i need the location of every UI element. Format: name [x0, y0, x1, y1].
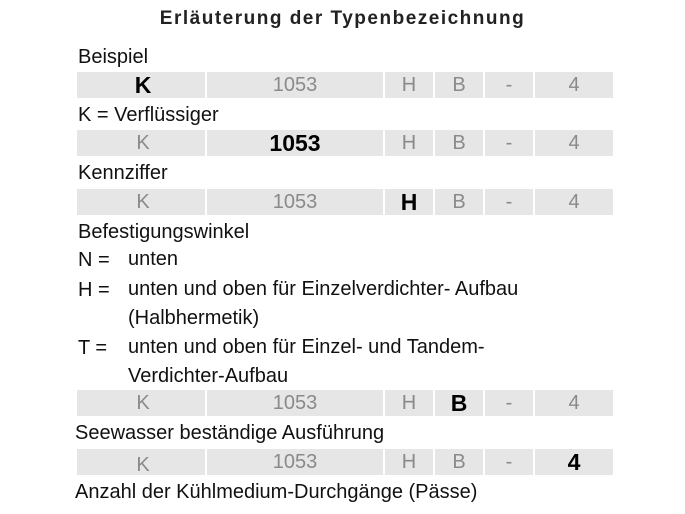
option-line: Verdichter-Aufbau [128, 365, 289, 387]
code-cell-mounting: H [385, 390, 433, 416]
code-cell-mounting: H [385, 189, 433, 215]
code-cell-passes: 4 [535, 449, 613, 475]
code-cell-mounting: H [385, 130, 433, 156]
code-cell-prefix: K [77, 130, 205, 156]
code-cell-number: 1053 [207, 72, 383, 98]
section-label-kennziffer: Kennziffer [78, 162, 168, 184]
code-cell-passes: 4 [535, 130, 613, 156]
option-key-h: H = [78, 279, 110, 301]
code-cell-dash: - [485, 449, 533, 475]
option-text-h [128, 275, 518, 333]
option-key-t: T = [78, 337, 108, 359]
type-code-row-4 [77, 390, 613, 416]
option-text-t [128, 333, 485, 391]
type-code-row-5 [77, 449, 613, 475]
code-cell-dash: - [485, 390, 533, 416]
code-cell-prefix: K [77, 189, 205, 215]
code-cell-number: 1053 [207, 130, 383, 156]
code-cell-dash: - [485, 72, 533, 98]
option-line: unten [128, 248, 179, 270]
code-cell-seawater: B [435, 189, 483, 215]
type-code-row-3 [77, 189, 613, 215]
code-cell-prefix: K [77, 390, 205, 416]
code-cell-passes: 4 [535, 72, 613, 98]
code-cell-seawater: B [435, 390, 483, 416]
section-label-verfluessiger: K = Verflüssiger [78, 104, 219, 126]
option-text-n [128, 245, 178, 274]
code-cell-prefix: K [77, 449, 205, 475]
code-cell-seawater: B [435, 130, 483, 156]
option-key-n: N = [78, 249, 110, 271]
type-code-row-2 [77, 130, 613, 156]
code-cell-passes: 4 [535, 189, 613, 215]
code-cell-number: 1053 [207, 189, 383, 215]
section-label-befestigungswinkel: Befestigungswinkel [78, 221, 250, 243]
type-code-row-1 [77, 72, 613, 98]
footer-label-passes: Anzahl der Kühlmedium-Durchgänge (Pässe) [75, 481, 478, 503]
code-cell-seawater: B [435, 449, 483, 475]
option-line: (Halbhermetik) [128, 307, 260, 329]
option-line: unten und oben für Einzel- und Tandem- [128, 336, 485, 358]
code-cell-dash: - [485, 130, 533, 156]
code-cell-mounting: H [385, 449, 433, 475]
code-cell-mounting: H [385, 72, 433, 98]
page-title: Erläuterung der Typenbezeichnung [159, 8, 526, 29]
code-cell-passes: 4 [535, 390, 613, 416]
code-cell-number: 1053 [207, 449, 383, 475]
section-label-seewasser: Seewasser beständige Ausführung [75, 422, 385, 444]
code-cell-prefix: K [77, 72, 205, 98]
option-line: unten und oben für Einzelverdichter- Aufbau [128, 278, 519, 300]
section-label-beispiel: Beispiel [78, 46, 149, 68]
code-cell-seawater: B [435, 72, 483, 98]
code-cell-number: 1053 [207, 390, 383, 416]
code-cell-dash: - [485, 189, 533, 215]
